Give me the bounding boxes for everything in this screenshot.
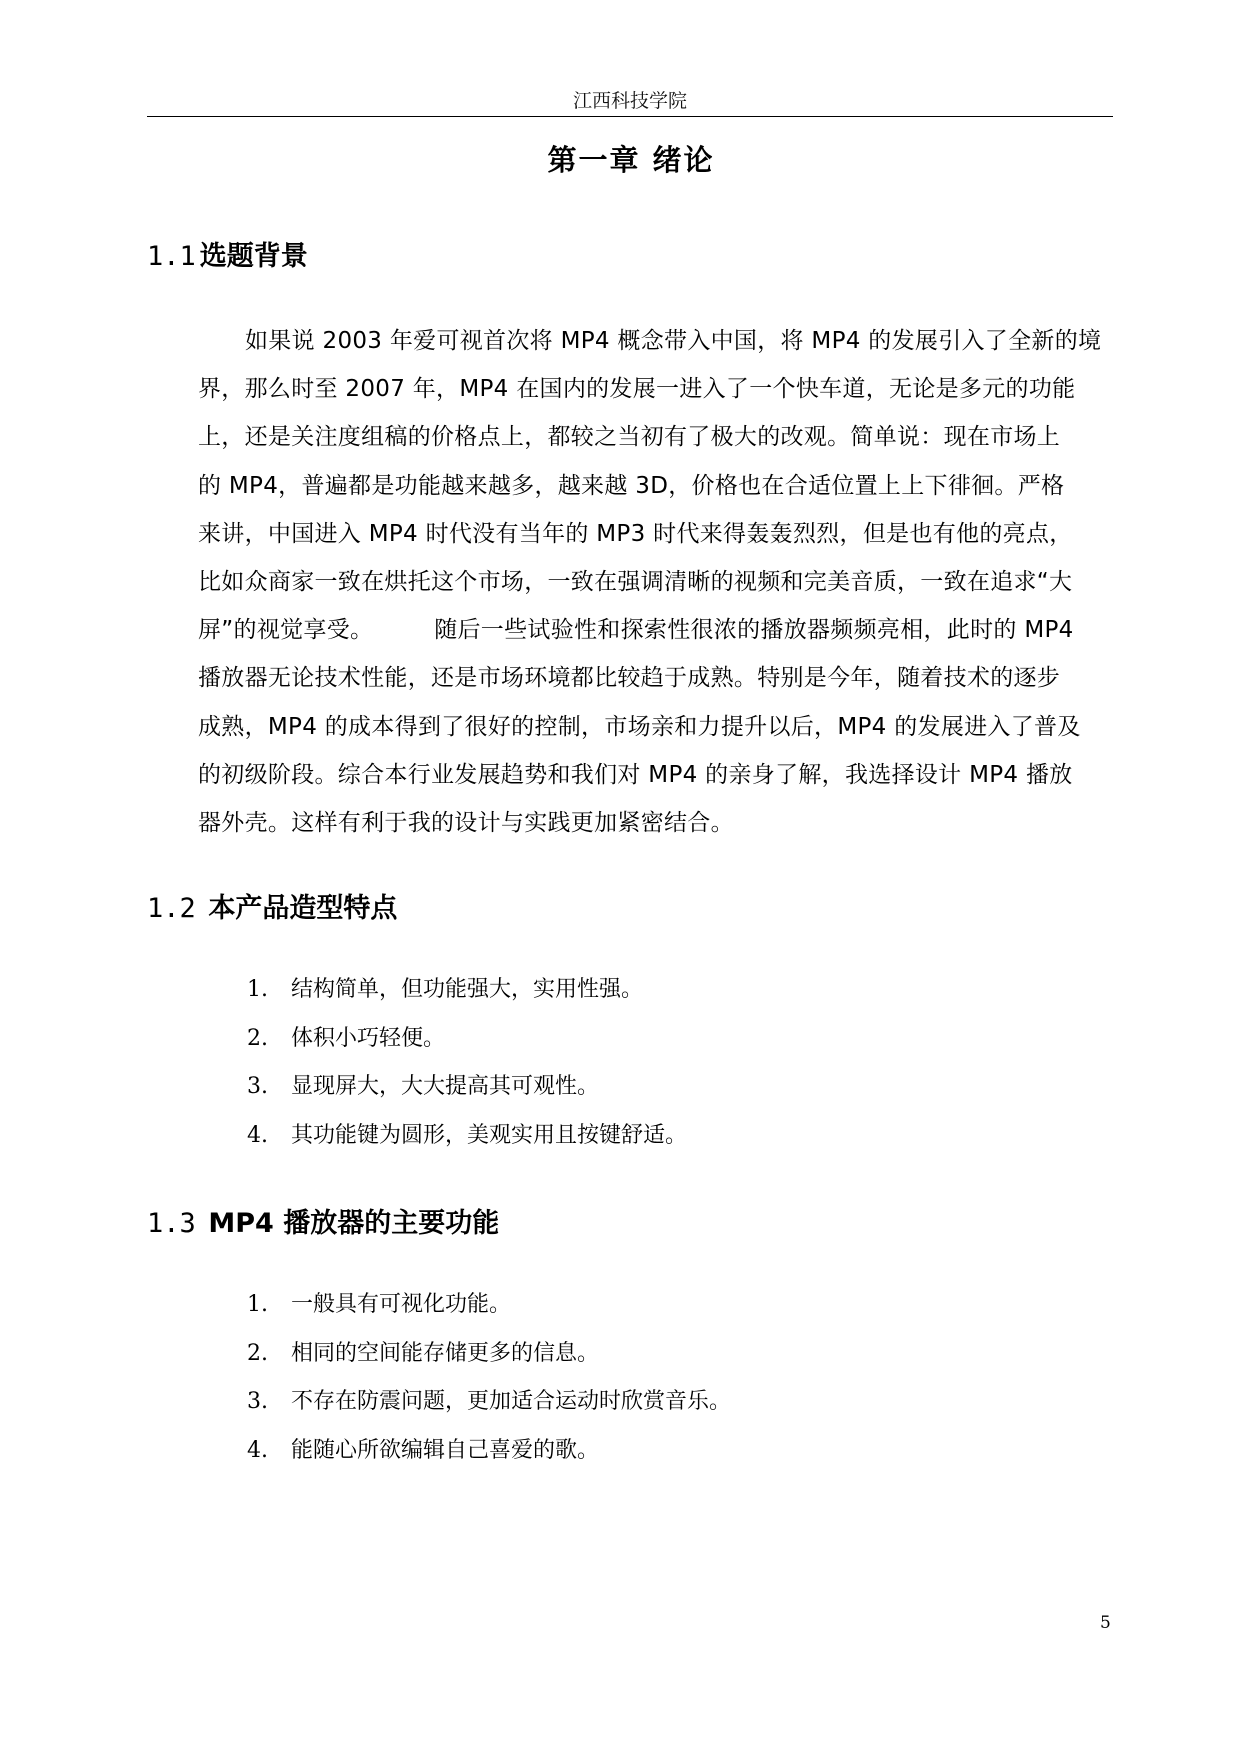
page-number: 5 (1100, 1613, 1111, 1633)
section-title: MP4 播放器的主要功能 (208, 1208, 500, 1239)
features-list (247, 966, 687, 1160)
paragraph-line: 播放器无论技术性能，还是市场环境都比较趋于成熟。特别是今年，随着技术的逐步 (198, 665, 1061, 692)
section-title: 本产品造型特点 (208, 893, 398, 924)
list-index: 2. (247, 1025, 268, 1051)
list-index: 3. (247, 1389, 268, 1414)
list-item (247, 1378, 731, 1427)
list-item (247, 1427, 731, 1476)
list-item (247, 966, 687, 1015)
page-header: 江西科技学院 (147, 88, 1113, 117)
paragraph-line: 屏”的视觉享受。 随后一些试验性和探索性很浓的播放器频频亮相，此时的 MP4 (198, 617, 1074, 644)
section-heading-1-1 (147, 238, 308, 276)
list-text: 相同的空间能存储更多的信息。 (291, 1340, 600, 1366)
list-index: 4. (247, 1437, 268, 1463)
list-index: 2. (247, 1340, 268, 1366)
list-text: 不存在防震问题，更加适合运动时欣赏音乐。 (291, 1389, 732, 1414)
section-heading-1-2 (147, 890, 397, 928)
background-paragraph (198, 317, 1128, 847)
paragraph-line: 界，那么时至 2007 年，MP4 在国内的发展一进入了一个快车道，无论是多元的功能 (198, 376, 1076, 403)
list-item (247, 1063, 687, 1112)
section-heading-1-3 (147, 1205, 499, 1243)
list-index: 1. (247, 977, 268, 1002)
paragraph-line: 来讲，中国进入 MP4 时代没有当年的 MP3 时代来得轰轰烈烈，但是也有他的亮点， (198, 520, 1073, 547)
paragraph-line: 比如众商家一致在烘托这个市场，一致在强调清晰的视频和完美音质，一致在追求“大 (198, 569, 1073, 596)
paragraph-line: 器外壳。这样有利于我的设计与实践更加紧密结合。 (198, 810, 734, 837)
list-item (247, 1330, 731, 1379)
list-text: 其功能键为圆形，美观实用且按键舒适。 (291, 1122, 688, 1148)
list-text: 结构简单，但功能强大，实用性强。 (291, 977, 644, 1002)
functions-list (247, 1281, 731, 1475)
section-number: 1.1 (147, 241, 196, 272)
list-item (247, 1281, 731, 1330)
list-text: 一般具有可视化功能。 (291, 1292, 512, 1317)
section-number: 1.3 (147, 1208, 196, 1239)
list-index: 4. (247, 1122, 268, 1148)
paragraph-line: 上，还是关注度组稿的价格点上，都较之当初有了极大的改观。简单说：现在市场上 (198, 424, 1061, 451)
section-title: 选题背景 (199, 241, 308, 272)
list-text: 能随心所欲编辑自己喜爱的歌。 (291, 1437, 600, 1463)
paragraph-line: 的 MP4，普遍都是功能越来越多，越来越 3D，价格也在合适位置上上下徘徊。严格 (198, 472, 1065, 499)
list-index: 1. (247, 1292, 268, 1317)
list-item (247, 1112, 687, 1161)
list-item (247, 1015, 687, 1064)
paragraph-line: 的初级阶段。综合本行业发展趋势和我们对 MP4 的亲身了解，我选择设计 MP4 播放 (198, 761, 1073, 788)
list-index: 3. (247, 1074, 268, 1099)
paragraph-line: 如果说 2003 年爱可视首次将 MP4 概念带入中国，将 MP4 的发展引入了全新的境 (245, 328, 1102, 354)
list-text: 体积小巧轻便。 (291, 1025, 446, 1051)
list-text: 显现屏大，大大提高其可观性。 (291, 1074, 600, 1099)
chapter-title: 第一章 绪论 (547, 143, 715, 177)
section-number: 1.2 (147, 893, 196, 924)
paragraph-line: 成熟，MP4 的成本得到了很好的控制，市场亲和力提升以后，MP4 的发展进入了普及 (198, 713, 1081, 740)
